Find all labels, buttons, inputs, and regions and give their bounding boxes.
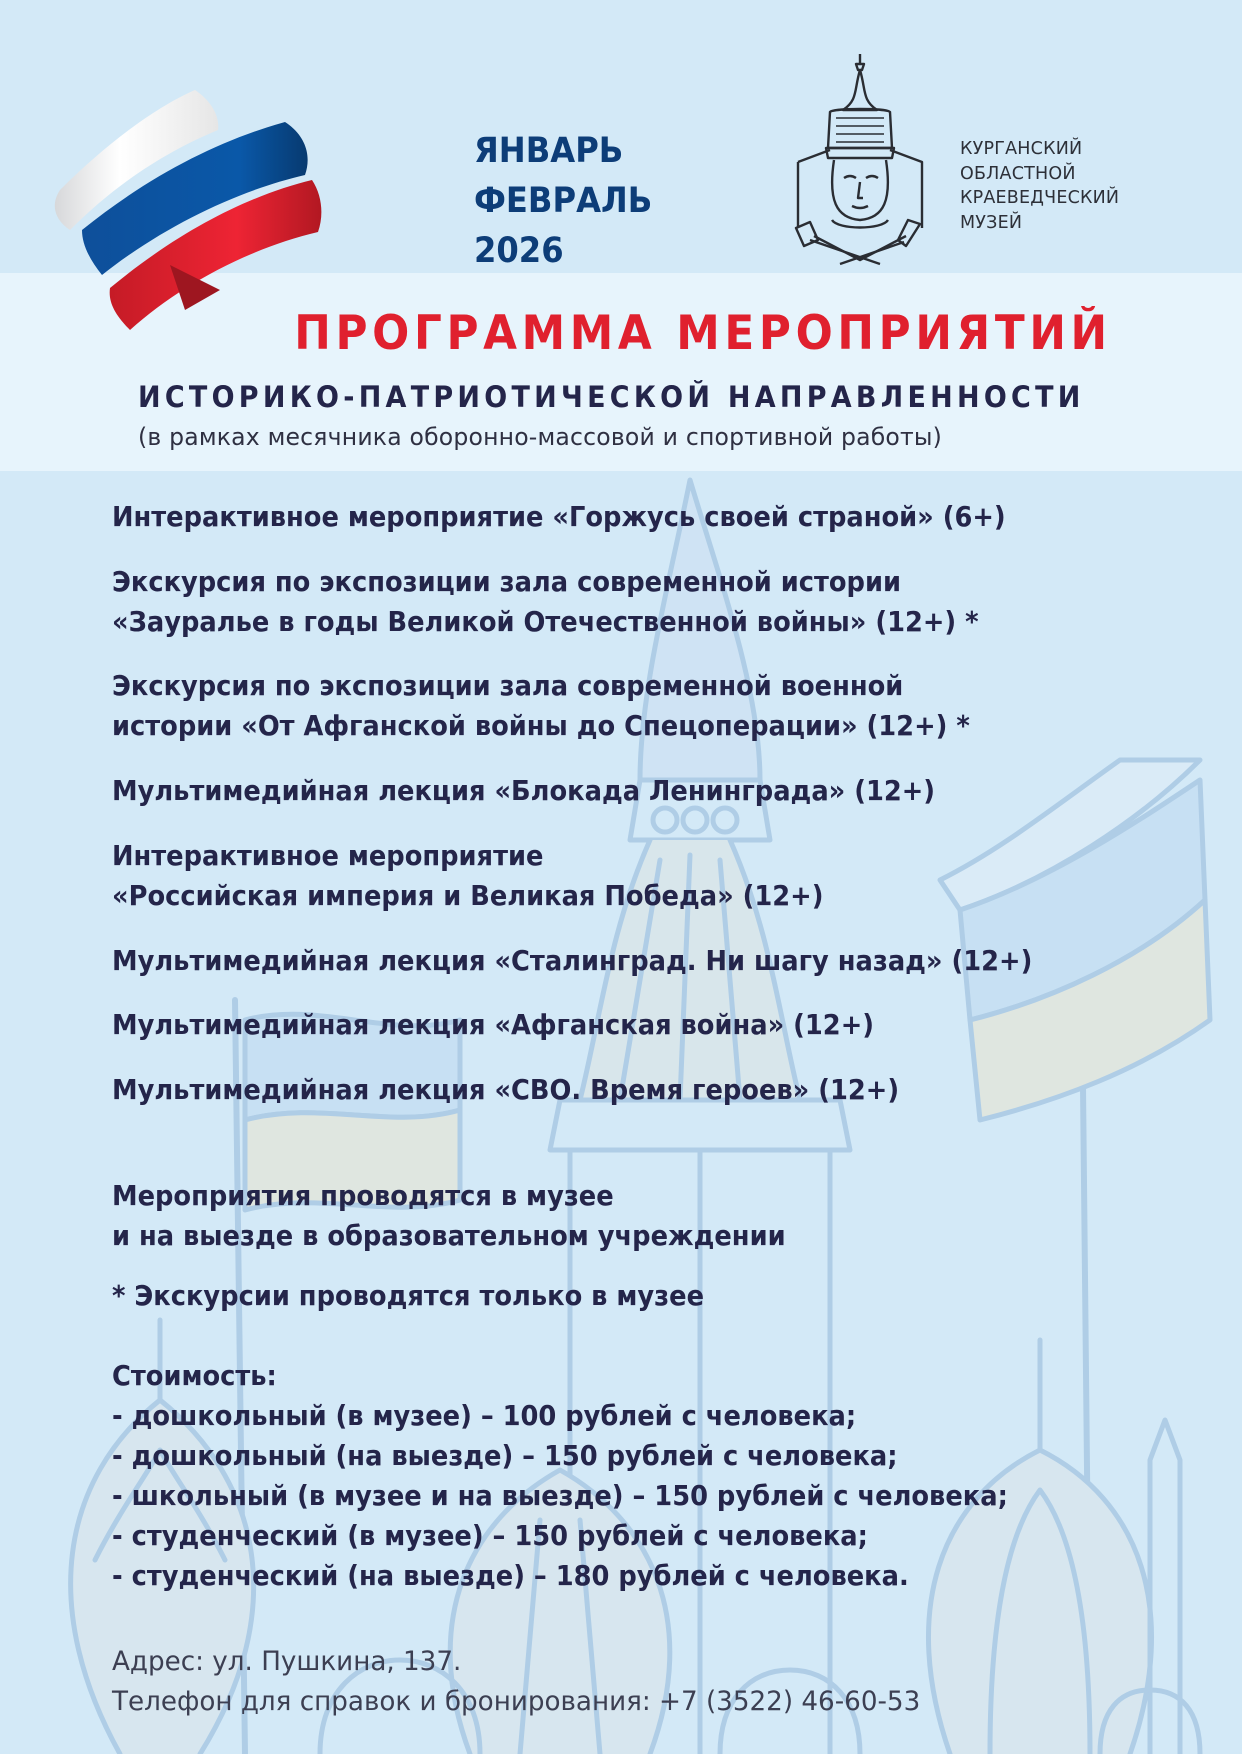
- event-item: Интерактивное мероприятие «Российская империя и Великая Победа» (12+): [112, 840, 824, 912]
- price-item: - студенческий (в музее) – 150 рублей с человека;: [112, 1520, 868, 1552]
- year: 2026: [474, 231, 564, 271]
- date-range: [474, 126, 668, 276]
- excursion-footnote: * Экскурсии проводятся только в музее: [112, 1280, 705, 1312]
- address: Адрес: ул. Пушкина, 137.: [112, 1646, 462, 1677]
- price-item: - дошкольный (на выезде) – 150 рублей с человека;: [112, 1440, 898, 1472]
- event-item: Мультимедийная лекция «Афганская война» (12+): [112, 1009, 874, 1041]
- page-subtitle: ИСТОРИКО-ПАТРИОТИЧЕСКОЙ НАПРАВЛЕННОСТИ: [138, 380, 1085, 414]
- event-item: Экскурсия по экспозиции зала современной военной истории «От Афганской войны до Спецоперации» (12+) *: [112, 670, 970, 742]
- program-context-note: (в рамках месячника оборонно-массовой и спортивной работы): [138, 423, 943, 451]
- event-item: Мультимедийная лекция «Сталинград. Ни шагу назад» (12+): [112, 945, 1033, 977]
- contact-info: [112, 1642, 920, 1722]
- price-item: - дошкольный (в музее) – 100 рублей с человека;: [112, 1400, 857, 1432]
- phone-line: Телефон для справок и бронирования: +7 (3522) 46-60-53: [112, 1686, 921, 1717]
- event-item: Экскурсия по экспозиции зала современной истории «Зауралье в годы Великой Отечественной войны» (12+) *: [112, 566, 979, 638]
- event-item: Мультимедийная лекция «Блокада Ленинграда» (12+): [112, 775, 936, 807]
- month-february: ФЕВРАЛЬ: [474, 181, 653, 221]
- pricing-heading: Стоимость:: [112, 1360, 277, 1392]
- phone-number-link[interactable]: +7 (3522) 46-60-53: [659, 1686, 921, 1717]
- price-item: - студенческий (на выезде) – 180 рублей с человека.: [112, 1560, 909, 1592]
- event-item: Мультимедийная лекция «СВО. Время героев» (12+): [112, 1074, 900, 1106]
- page-title: ПРОГРАММА МЕРОПРИЯТИЙ: [294, 306, 1112, 361]
- location-info: Мероприятия проводятся в музее и на выезде в образовательном учреждении: [112, 1180, 786, 1252]
- museum-name: КУРГАНСКИЙ ОБЛАСТНОЙ КРАЕВЕДЧЕСКИЙ МУЗЕЙ: [960, 139, 1120, 233]
- museum-emblem-icon: [788, 50, 928, 270]
- pricing-list: [112, 1356, 1008, 1596]
- event-item: Интерактивное мероприятие «Горжусь своей страной» (6+): [112, 501, 1006, 533]
- russian-flag-ribbon-logo: [50, 80, 370, 340]
- price-item: - школьный (в музее и на выезде) – 150 рублей с человека;: [112, 1480, 1008, 1512]
- month-january: ЯНВАРЬ: [474, 131, 624, 171]
